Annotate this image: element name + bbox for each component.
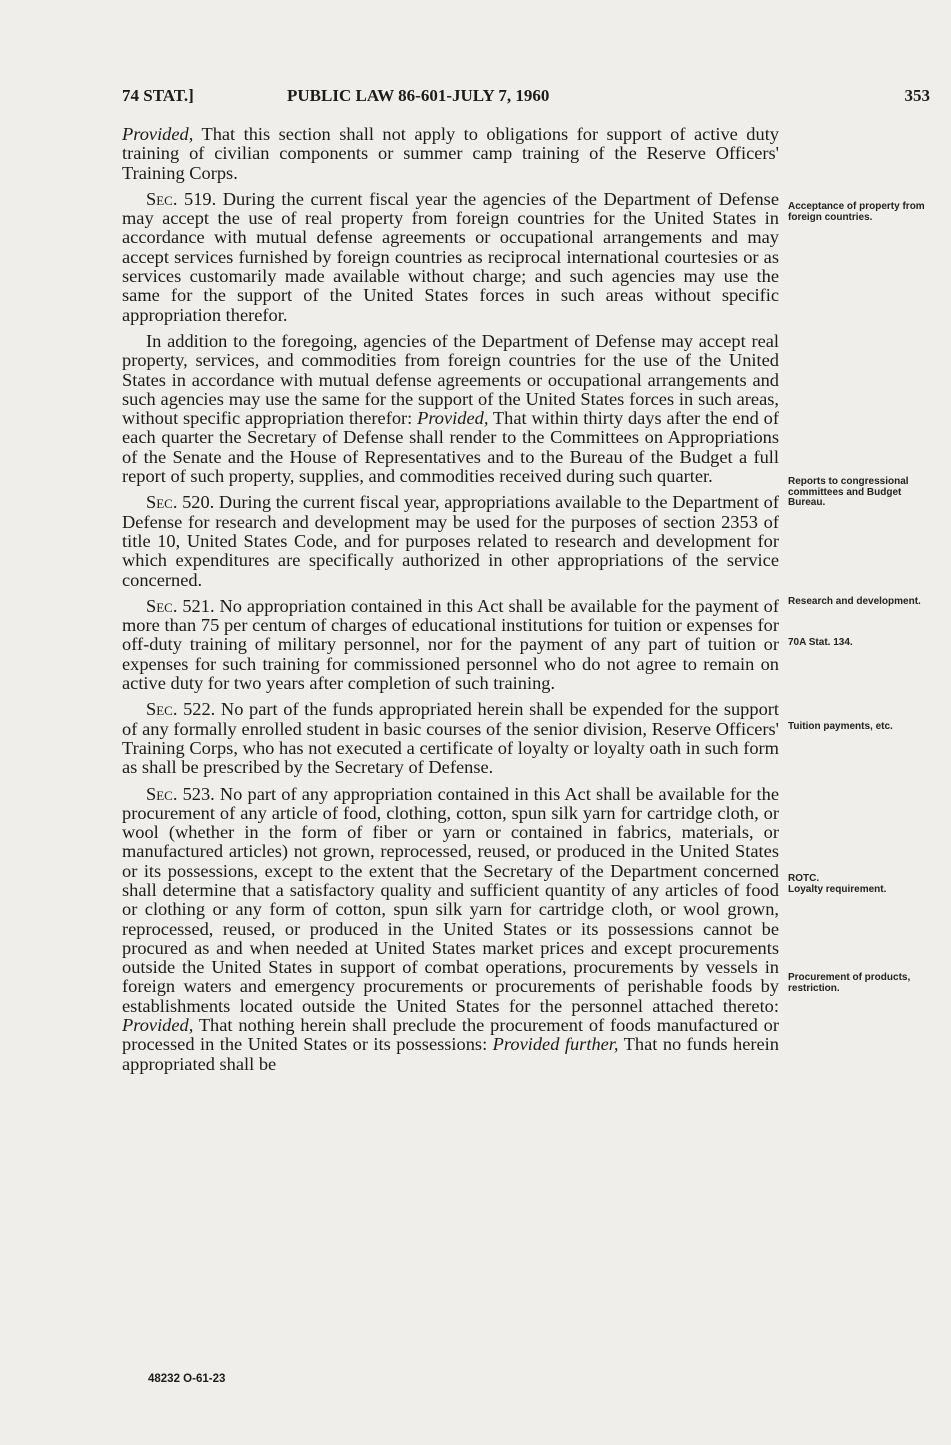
margin-note-reports: Reports to congressional committees and Budget Bureau. [788, 476, 909, 508]
proviso-italic: Provided, [417, 408, 489, 429]
section-label: Sec. [146, 595, 178, 616]
law-text-body [122, 125, 779, 1074]
running-title: PUBLIC LAW 86-601-JULY 7, 1960 [287, 86, 550, 105]
proviso-italic: Provided, [122, 124, 194, 144]
page-number: 353 [904, 86, 930, 105]
margin-note-rotc [788, 874, 928, 895]
print-code-footer: 48232 O-61-23 [148, 1373, 226, 1385]
paragraph-addition [122, 332, 779, 486]
proviso-italic: Provided, [122, 1015, 194, 1036]
section-label: Sec. [146, 188, 178, 209]
paragraph-text: 521. No appropriation contained in this Act shall be available for the payment of more than 75 per centum of charges of educational institutions for tuition or expenses for off-duty training of military personnel, nor for the payment of any part of tuition or expenses for such training for commissioned personnel who do not agree to remain on active duty for two years after completion of such training. [122, 595, 779, 694]
section-521 [122, 597, 779, 693]
margin-note-acceptance: Acceptance of property from foreign countries. [788, 201, 925, 223]
margin-note-rotc-heading: ROTC. [788, 873, 820, 884]
page-header [122, 86, 930, 110]
margin-note-research: Research and development. [788, 596, 921, 607]
margin-note-loyalty: Loyalty requirement. [788, 883, 887, 895]
proviso-further-italic: Provided further, [492, 1034, 619, 1055]
statute-citation: 74 STAT.] [122, 86, 194, 105]
paragraph-text: 522. No part of the funds appropriated herein shall be expended for the support of any formally enrolled student in basic courses of the senior division, Reserve Officers' Training Corps, who has not executed a certificate of loyalty or loyalty oath in such form as shall be prescribed by the Secretary of Defense. [122, 699, 779, 778]
paragraph-text: That nothing herein shall preclude the procurement of foods manufactured or processed in the United States or its possessions: [122, 1015, 779, 1055]
paragraph-text: That within thirty days after the end of each quarter the Secretary of Defense shall render to the Committees on Appropriations of the Senate and the House of Representatives and to the Bureau of the Budget a full report of such property, supplies, and commodities received during such quarter. [122, 408, 780, 487]
section-label: Sec. [146, 492, 178, 513]
section-522 [122, 700, 779, 777]
margin-note-procurement: Procurement of products, restriction. [788, 972, 911, 994]
section-519 [122, 190, 779, 325]
margin-note-citation: 70A Stat. 134. [788, 637, 853, 648]
section-520 [122, 493, 779, 589]
section-523 [122, 785, 779, 1074]
paragraph-text: 519. During the current fiscal year the agencies of the Department of Defense may accept the use of real property from foreign countries for the United States in accordance with mutual defense agreements or occupational arrangements and may accept services furnished by foreign countries as reciprocal international courtesies or as services customarily made available without charge; and such agencies may use the same for the support of the United States forces in such areas without specific appropriation therefor. [122, 188, 779, 325]
paragraph-proviso [122, 125, 779, 183]
paragraph-text: That no funds herein appropriated shall be [122, 1034, 779, 1074]
paragraph-text: 523. No part of any appropriation contained in this Act shall be available for the procurement of any article of food, clothing, cotton, spun silk yarn for cartridge cloth, or wool (whether in the form of fiber or yarn or contained in fabrics, materials, or manufactured articles) not grown, reprocessed, reused, or produced in the United States or its possessions, except to the extent that the Secretary of the Department concerned shall determine that a satisfactory quality and sufficient quantity of any articles of food or clothing or any form of cotton, spun silk yarn for cartridge cloth, or wool grown, reprocessed, reused, or produced in the United States or its possessions cannot be procured as and when needed at United States market prices and except procurements outside the United States in support of combat operations, procurements by vessels in foreign waters and emergency procurements or procurements of perishable foods by establishments located outside the United States for the personnel attached thereto: [122, 783, 779, 1016]
margin-note-tuition: Tuition payments, etc. [788, 721, 893, 732]
paragraph-text: 520. During the current fiscal year, appropriations available to the Department of Defense for research and development may be used for the purposes of section 2353 of title 10, United States Code, and for purposes related to research and development for which expenditures are specifically authorized in other appropriations of the service concerned. [122, 492, 779, 590]
section-label: Sec. [146, 783, 178, 804]
paragraph-text: In addition to the foregoing, agencies of the Department of Defense may accept real property, services, and commodities from foreign countries for the use of the United States in accordance with mutual defense agreements or occupational arrangements and such agencies may use the same for the support of the United States forces in such areas, without specific appropriation therefor: [122, 330, 779, 429]
paragraph-text: That this section shall not apply to obligations for support of active duty training of civilian components or summer camp training of the Reserve Officers' Training Corps. [122, 124, 779, 183]
section-label: Sec. [146, 699, 178, 720]
